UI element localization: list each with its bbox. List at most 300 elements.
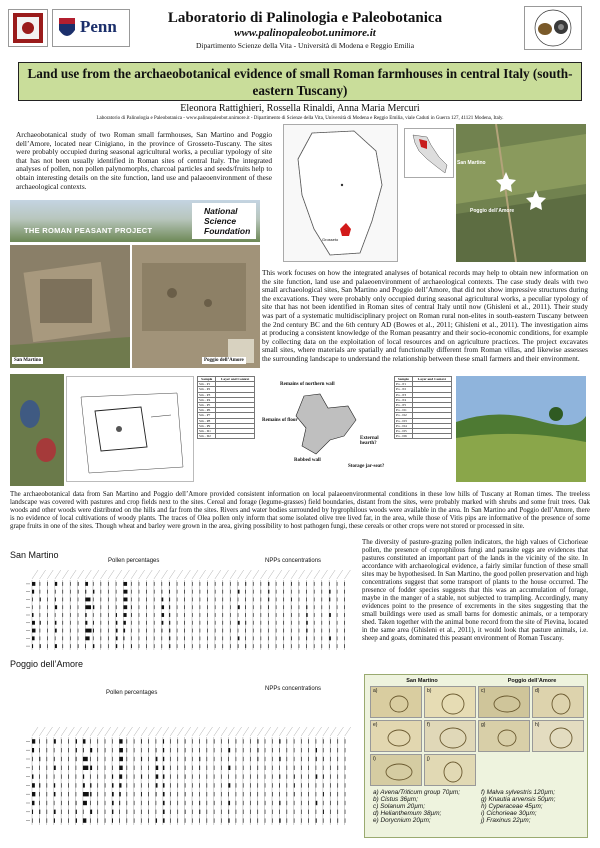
- pollen-bar: [215, 644, 216, 648]
- lab-url[interactable]: www.palinopaleobot.unimore.it: [234, 27, 376, 39]
- pollen-bar: [294, 818, 295, 822]
- photo-poggio: [132, 245, 260, 368]
- pollen-bar: [228, 810, 229, 814]
- pollen-bar: [344, 582, 345, 586]
- pollen-bar: [192, 636, 193, 640]
- pollen-bar: [55, 629, 57, 633]
- taxon-label-mark: [337, 570, 343, 579]
- taxon-label-mark: [344, 570, 350, 579]
- pollen-bar: [177, 783, 178, 787]
- pollen-bar: [291, 629, 292, 633]
- pollen-bar: [329, 636, 331, 640]
- pollen-bar: [127, 792, 128, 796]
- pollen-bar: [214, 774, 215, 778]
- pollen-bar: [257, 801, 258, 805]
- pollen-bar: [78, 598, 79, 602]
- pollen-bar: [55, 590, 56, 594]
- pollen-bar: [316, 792, 317, 796]
- taxon-label-mark: [214, 727, 220, 736]
- table-cell: Sm - P4: [198, 397, 216, 402]
- pollen-bar: [330, 801, 331, 805]
- pollen-bar: [85, 644, 86, 648]
- pollen-bar: [32, 810, 33, 814]
- pollen-bar: [54, 774, 55, 778]
- pollen-bar: [291, 636, 292, 640]
- pollen-bar: [245, 582, 246, 586]
- pollen-bar: [70, 605, 71, 609]
- taxon-label-mark: [47, 570, 53, 579]
- pollen-bar: [170, 810, 171, 814]
- pollen-bar: [238, 644, 239, 648]
- pollen-bar: [116, 590, 117, 594]
- pollen-bar: [329, 621, 330, 625]
- table-cell: Sm - P1: [198, 382, 216, 387]
- pollen-bar: [301, 792, 302, 796]
- micrograph-tile: [370, 720, 422, 752]
- pollen-bar: [39, 810, 40, 814]
- taxon-label-mark: [76, 727, 82, 736]
- pollen-bar: [134, 766, 135, 770]
- pollen-bar: [215, 636, 216, 640]
- pollen-bar: [177, 818, 178, 822]
- taxon-label-mark: [139, 570, 145, 579]
- pollen-bar: [221, 774, 222, 778]
- pollen-bar: [287, 810, 288, 814]
- pollen-bar: [272, 801, 273, 805]
- pollen-bar: [279, 748, 280, 752]
- pollen-bar: [192, 801, 193, 805]
- pollen-bar: [47, 590, 48, 594]
- pollen-bar: [76, 748, 77, 752]
- pollen-bar: [337, 818, 338, 822]
- pollen-bar: [97, 810, 98, 814]
- pollen-bar: [83, 801, 87, 805]
- pollen-bar: [272, 774, 273, 778]
- pollen-bar: [345, 748, 346, 752]
- pollen-bar: [123, 621, 125, 625]
- pollen-bar: [243, 766, 244, 770]
- micrograph-letter: h): [535, 722, 540, 728]
- pollen-bar: [294, 801, 295, 805]
- pollen-bar: [316, 783, 317, 787]
- taxon-label-mark: [316, 727, 322, 736]
- pollen-bar: [257, 766, 258, 770]
- pollen-bar: [323, 757, 324, 761]
- pollen-grain-icon: [479, 687, 531, 719]
- table-header: Sample: [395, 377, 413, 382]
- san-martino-table: [197, 376, 255, 484]
- pollen-bar: [257, 783, 258, 787]
- pollen-bar: [127, 748, 128, 752]
- pollen-bar: [54, 748, 55, 752]
- pollen-bar: [139, 644, 140, 648]
- micrograph-tile: [370, 754, 422, 786]
- pollen-bar: [322, 590, 323, 594]
- pollen-bar: [105, 774, 106, 778]
- pollen-bar: [291, 621, 292, 625]
- pollen-bar: [105, 810, 106, 814]
- pollen-bar: [276, 613, 277, 617]
- pollen-bar: [184, 644, 185, 648]
- pollen-bar: [207, 644, 208, 648]
- pollen-bar: [62, 598, 63, 602]
- pollen-bar: [230, 636, 231, 640]
- pollen-bar: [61, 818, 62, 822]
- taxon-label-mark: [93, 570, 99, 579]
- pollen-bar: [243, 801, 244, 805]
- pollen-bar: [70, 629, 71, 633]
- pollen-bar: [177, 801, 178, 805]
- pollen-bar: [291, 605, 292, 609]
- pollen-bar: [70, 598, 71, 602]
- pollen-bar: [221, 766, 222, 770]
- taxon-label-mark: [287, 727, 293, 736]
- pollen-bar: [32, 748, 34, 752]
- taxon-label-mark: [32, 727, 38, 736]
- micrograph-tile: [424, 754, 476, 786]
- pollen-bar: [199, 757, 200, 761]
- pollen-bar: [283, 636, 284, 640]
- pollen-bar: [54, 792, 56, 796]
- pollen-bar: [330, 810, 331, 814]
- pollen-bar: [337, 644, 338, 648]
- pollen-grain-icon: [371, 755, 423, 787]
- pollen-bar: [112, 810, 113, 814]
- taxon-label-mark: [215, 570, 221, 579]
- pollen-bar: [70, 636, 71, 640]
- pollen-bar: [301, 748, 302, 752]
- pollen-bar: [148, 783, 149, 787]
- pollen-bar: [314, 590, 315, 594]
- pollen-bar: [214, 818, 215, 822]
- pollen-bar: [47, 598, 48, 602]
- pollen-bar: [32, 629, 35, 633]
- pollen-bar: [108, 629, 109, 633]
- pollen-bar: [299, 644, 300, 648]
- pollen-bar: [199, 783, 200, 787]
- pollen-grain-icon: [425, 721, 477, 753]
- pollen-bar: [265, 766, 266, 770]
- pollen-bar: [308, 748, 309, 752]
- pollen-bar: [228, 783, 230, 787]
- micrograph-tile: [478, 686, 530, 718]
- pollen-bar: [163, 801, 165, 805]
- pollen-bar: [199, 810, 200, 814]
- pollen-bar: [283, 590, 284, 594]
- pollen-bar: [112, 748, 113, 752]
- italy-inset-map: [404, 128, 454, 178]
- pollen-bar: [105, 818, 106, 822]
- pollen-bar: [268, 644, 269, 648]
- pollen-bar: [230, 590, 231, 594]
- micrograph-letter: e): [373, 722, 378, 728]
- pollen-bar: [323, 748, 324, 752]
- taxon-label-mark: [105, 727, 111, 736]
- pollen-bar: [344, 644, 345, 648]
- pollen-bar: [131, 590, 132, 594]
- pollen-bar: [214, 748, 215, 752]
- pollen-bar: [139, 598, 140, 602]
- pollen-bar: [222, 629, 223, 633]
- taxon-label-mark: [123, 570, 129, 579]
- pollen-bar: [276, 636, 277, 640]
- pollen-bar: [238, 605, 240, 609]
- landscape-icon: [456, 376, 586, 482]
- pollen-bar: [139, 629, 140, 633]
- pollen-bar: [154, 629, 155, 633]
- taxon-label-mark: [83, 727, 89, 736]
- pollen-bar: [222, 613, 223, 617]
- pollen-bar: [345, 774, 346, 778]
- pollen-bar: [54, 783, 55, 787]
- pollen-bar: [306, 629, 307, 633]
- pollen-bar: [283, 621, 284, 625]
- pollen-bar: [272, 818, 273, 822]
- pollen-bar: [40, 629, 41, 633]
- pollen-bar: [134, 774, 135, 778]
- pollen-bar: [177, 629, 178, 633]
- pollen-bar: [156, 810, 157, 814]
- pollen-bar: [230, 629, 231, 633]
- pollen-bar: [279, 783, 280, 787]
- pollen-bar: [162, 590, 163, 594]
- pollen-bar: [154, 598, 155, 602]
- pollen-bar: [261, 582, 262, 586]
- pollen-bar: [192, 757, 193, 761]
- pollen-bar: [184, 629, 185, 633]
- pollen-bar: [32, 605, 33, 609]
- pollen-bar: [265, 810, 266, 814]
- san-martino-pollen-diagram: [10, 566, 356, 654]
- pollen-grain-icon: [371, 687, 423, 719]
- pollen-bar: [192, 774, 193, 778]
- pollen-bar: [214, 783, 215, 787]
- pollen-bar: [32, 774, 33, 778]
- pollen-bar: [163, 757, 164, 761]
- pollen-bar: [170, 792, 171, 796]
- pollen-bar: [221, 818, 222, 822]
- pollen-bar: [253, 644, 254, 648]
- pollen-bar: [32, 818, 33, 822]
- pollen-bar: [253, 598, 254, 602]
- grosseto-label: Grosseto: [322, 237, 339, 242]
- pollen-bar: [228, 792, 229, 796]
- table-cell: Pa - P2: [395, 387, 413, 392]
- pollen-bar: [162, 582, 163, 586]
- pollen-bar: [308, 739, 309, 743]
- taxon-label-mark: [192, 570, 198, 579]
- pollen-bar: [308, 766, 309, 770]
- pollen-bar: [163, 748, 164, 752]
- pollen-bar: [192, 783, 193, 787]
- pollen-bar: [192, 582, 193, 586]
- pollen-bar: [83, 748, 84, 752]
- pollen-bar: [101, 621, 102, 625]
- pollen-bar: [250, 801, 251, 805]
- taxon-label-mark: [329, 570, 335, 579]
- pollen-bar: [221, 748, 222, 752]
- pollen-bar: [243, 739, 244, 743]
- pollen-bar: [330, 748, 331, 752]
- pollen-bar: [337, 748, 338, 752]
- legend-item: f) Malva sylvestris 120µm;: [481, 789, 555, 796]
- pollen-bar: [294, 810, 295, 814]
- pollen-bar: [93, 644, 94, 648]
- pollen-bar: [243, 818, 244, 822]
- pollen-bar: [32, 739, 35, 743]
- pollen-bar: [245, 644, 246, 648]
- pollen-bar: [112, 801, 114, 805]
- pollen-bar: [83, 766, 88, 770]
- pollen-bar: [207, 739, 208, 743]
- pollen-bar: [228, 774, 229, 778]
- pollen-grain-icon: [533, 687, 585, 719]
- pollen-bar: [39, 766, 40, 770]
- taxon-label-mark: [228, 727, 234, 736]
- table-cell: Pa - D4: [395, 423, 413, 428]
- pollen-bar: [184, 636, 185, 640]
- pollen-bar: [54, 766, 56, 770]
- pollen-bar: [101, 582, 102, 586]
- poggio-pollen-diagram: [10, 697, 356, 829]
- taxon-label-mark: [238, 570, 244, 579]
- pollen-bar: [301, 757, 302, 761]
- pollen-bar: [156, 818, 157, 822]
- taxon-label-mark: [330, 727, 336, 736]
- pollen-bar: [184, 613, 185, 617]
- pollen-bar: [70, 590, 71, 594]
- plan-label-floor: Remains of floor: [262, 418, 298, 423]
- pollen-bar: [131, 598, 132, 602]
- pollen-bar: [329, 629, 330, 633]
- pollen-bar: [39, 818, 40, 822]
- pollen-bar: [236, 748, 237, 752]
- pollen-bar: [301, 766, 302, 770]
- pollen-bar: [146, 636, 147, 640]
- pollen-bar: [272, 783, 273, 787]
- pollen-bar: [268, 598, 269, 602]
- pollen-bar: [97, 748, 98, 752]
- taxon-label-mark: [192, 727, 198, 736]
- pollen-bar: [299, 582, 300, 586]
- pollen-bar: [148, 792, 149, 796]
- pollen-bar: [265, 792, 266, 796]
- pollen-bar: [40, 644, 41, 648]
- pollen-bar: [337, 783, 338, 787]
- pollen-bar: [185, 810, 186, 814]
- pollen-bar: [344, 590, 345, 594]
- pollen-bar: [299, 613, 300, 617]
- pollen-bar: [134, 739, 135, 743]
- pollen-bar: [131, 636, 132, 640]
- pollen-bar: [276, 590, 277, 594]
- pollen-bar: [119, 748, 123, 752]
- pollen-bar: [261, 621, 262, 625]
- pollen-bar: [97, 766, 98, 770]
- pollen-bar: [294, 783, 295, 787]
- pollen-bar: [162, 621, 164, 625]
- nsf-label: National Science Foundation: [204, 206, 251, 236]
- pollen-bar: [207, 818, 208, 822]
- san-martino-npp-label: NPPs concentrations: [265, 558, 322, 564]
- pollen-bar: [283, 605, 284, 609]
- table-cell: Pa - D5: [395, 428, 413, 433]
- pollen-bar: [337, 613, 338, 617]
- pollen-bar: [32, 801, 34, 805]
- pollen-bar: [345, 818, 346, 822]
- pollen-bar: [337, 801, 338, 805]
- taxon-label-mark: [268, 570, 274, 579]
- pollen-bar: [148, 774, 149, 778]
- taxon-label-mark: [169, 570, 175, 579]
- pollen-bar: [283, 582, 284, 586]
- pollen-bar: [105, 748, 106, 752]
- pollen-bar: [108, 590, 109, 594]
- pollen-bar: [78, 590, 79, 594]
- penn-logo: [52, 9, 130, 47]
- pollen-bar: [97, 818, 98, 822]
- pollen-bar: [214, 810, 215, 814]
- pollen-bar: [61, 801, 62, 805]
- micrograph-tile: [532, 720, 584, 752]
- pollen-bar: [236, 774, 237, 778]
- pollen-bar: [154, 582, 155, 586]
- taxon-label-mark: [163, 727, 169, 736]
- pollen-bar: [337, 774, 338, 778]
- taxon-label-mark: [245, 570, 251, 579]
- pollen-bar: [301, 818, 302, 822]
- pollen-bar: [162, 636, 163, 640]
- pollen-bar: [119, 783, 121, 787]
- pollen-bar: [192, 644, 193, 648]
- table-cell: Sm - P6: [198, 408, 216, 413]
- pollen-bar: [93, 582, 94, 586]
- pollen-bar: [105, 792, 106, 796]
- pollen-bar: [261, 636, 262, 640]
- pollen-bar: [47, 792, 48, 796]
- pollen-bar: [61, 792, 62, 796]
- micrograph-letter: d): [535, 688, 540, 694]
- pollen-bar: [279, 739, 280, 743]
- pollen-bar: [287, 739, 288, 743]
- pollen-bar: [308, 818, 309, 822]
- pollen-bar: [85, 582, 88, 586]
- pollen-bar: [337, 598, 338, 602]
- taxon-label-mark: [131, 570, 137, 579]
- pollen-bar: [123, 590, 127, 594]
- tuscany-map: [283, 124, 398, 262]
- pollen-bar: [238, 629, 239, 633]
- pollen-bar: [62, 644, 63, 648]
- pollen-bar: [279, 757, 280, 761]
- pollen-bar: [62, 613, 63, 617]
- micrograph-tile: [424, 686, 476, 718]
- pollen-bar: [236, 783, 237, 787]
- pollen-bar: [337, 739, 338, 743]
- intro-paragraph: Archaeobotanical study of two Roman small farmhouses, San Martino and Poggio dell’Amore, located near Cinigiano, in the province of Grosseto-Tuscany. The sites were probably occupied during seasonal agricultural works, a peculiar typology of site that has not been usually identified in Roman sites of central Italy. The integrated analyses of pollen, non pollen palynomorphs, charcoal particles and seeds/fruits help to obtain interesting details on the site function, land use and palaeoenvironment of these archaeological contexts.: [16, 130, 272, 191]
- pollen-bar: [230, 644, 231, 648]
- pollen-bar: [148, 810, 149, 814]
- pollen-bar: [68, 818, 69, 822]
- pollen-bar: [200, 590, 201, 594]
- pollen-bar: [93, 598, 94, 602]
- pollen-bar: [141, 801, 142, 805]
- pollen-bar: [127, 810, 128, 814]
- pollen-bar: [169, 590, 170, 594]
- pollen-bar: [314, 621, 315, 625]
- pollen-bar: [199, 792, 200, 796]
- pollen-bar: [85, 598, 90, 602]
